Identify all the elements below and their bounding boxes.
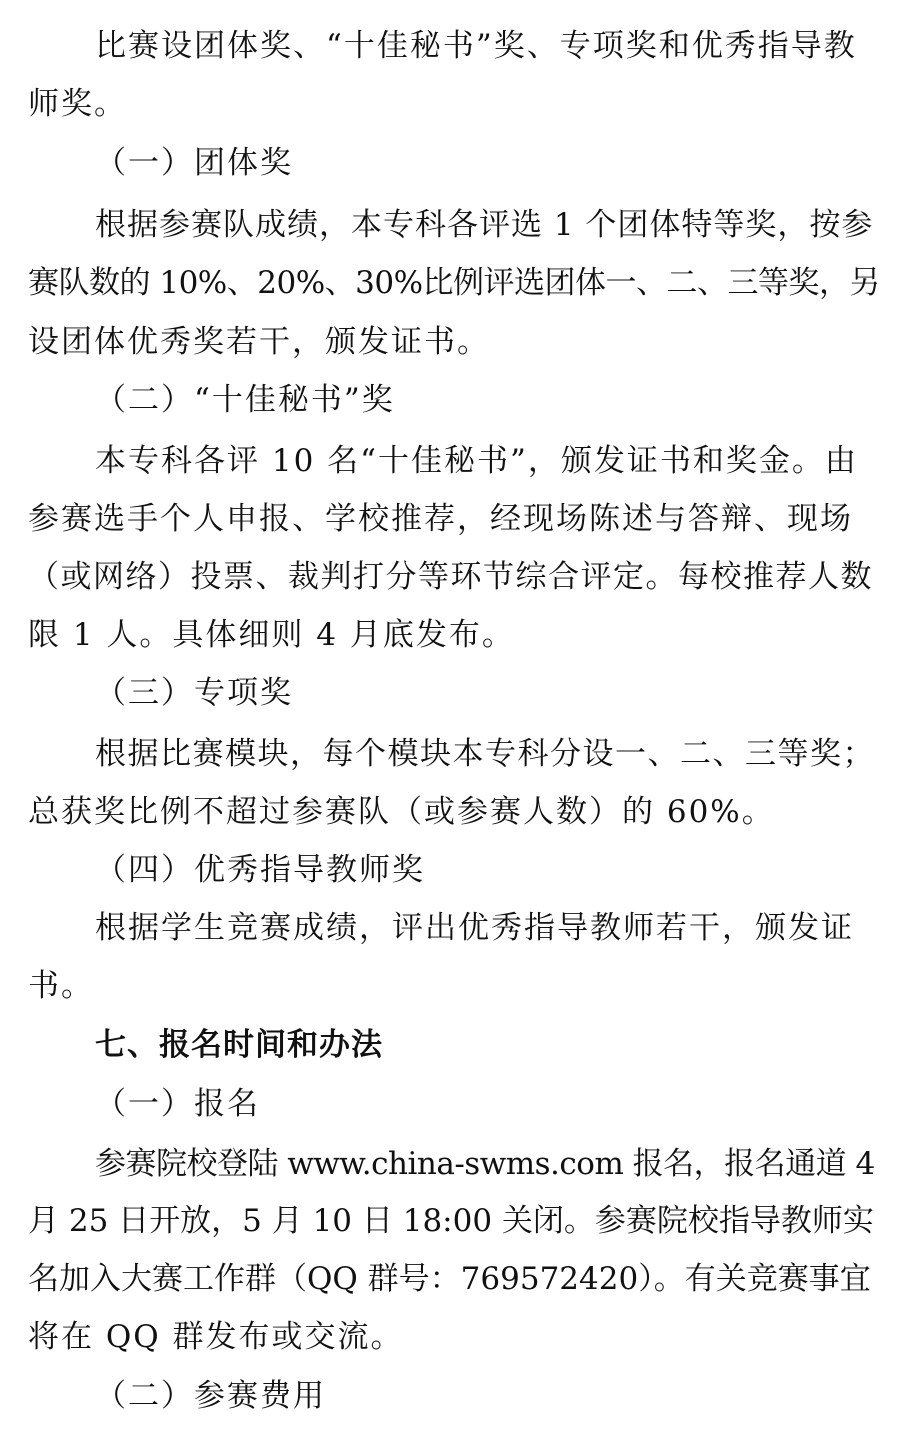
section-7-title: 七、报名时间和办法	[95, 1027, 383, 1063]
awards-intro-line-2: 师奖。	[28, 86, 127, 122]
top-secretary-line-4: 限 1 人。具体细则 4 月底发布。	[28, 617, 515, 653]
team-award-heading: （一）团体奖	[95, 145, 293, 181]
awards-intro-line-1: 比赛设团体奖、“十佳秘书”奖、专项奖和优秀指导教	[95, 28, 857, 64]
top-secretary-line-2: 参赛选手个人申报、学校推荐，经现场陈述与答辩、现场	[28, 501, 853, 537]
registration-line-3: 名加入大赛工作群（QQ 群号：769572420）。有关竞赛事宜	[28, 1261, 871, 1297]
team-award-line-2: 赛队数的 10%、20%、30%比例评选团体一、二、三等奖，另	[28, 265, 881, 301]
registration-line-4: 将在 QQ 群发布或交流。	[28, 1319, 404, 1355]
teacher-award-line-1: 根据学生竞赛成绩，评出优秀指导教师若干，颁发证	[95, 910, 854, 946]
teacher-award-line-2: 书。	[28, 968, 94, 1004]
special-award-heading: （三）专项奖	[95, 675, 293, 711]
top-secretary-line-3: （或网络）投票、裁判打分等环节综合评定。每校推荐人数	[28, 559, 873, 595]
team-award-line-1: 根据参赛队成绩，本专科各评选 1 个团体特等奖，按参	[95, 207, 874, 243]
special-award-line-2: 总获奖比例不超过参赛队（或参赛人数）的 60%。	[28, 794, 775, 830]
registration-line-2: 月 25 日开放，5 月 10 日 18:00 关闭。参赛院校指导教师实	[28, 1203, 874, 1239]
fees-heading: （二）参赛费用	[95, 1378, 326, 1414]
top-secretary-heading: （二）“十佳秘书”奖	[95, 382, 395, 418]
team-award-line-3: 设团体优秀奖若干，颁发证书。	[28, 324, 490, 360]
special-award-line-1: 根据比赛模块，每个模块本专科分设一、二、三等奖；	[95, 736, 875, 772]
top-secretary-line-1: 本专科各评 10 名“十佳秘书”，颁发证书和奖金。由	[95, 443, 858, 479]
registration-heading: （一）报名	[95, 1086, 260, 1122]
teacher-award-heading: （四）优秀指导教师奖	[95, 852, 425, 888]
registration-line-1: 参赛院校登陆 www.china-swms.com 报名，报名通道 4	[95, 1146, 875, 1182]
